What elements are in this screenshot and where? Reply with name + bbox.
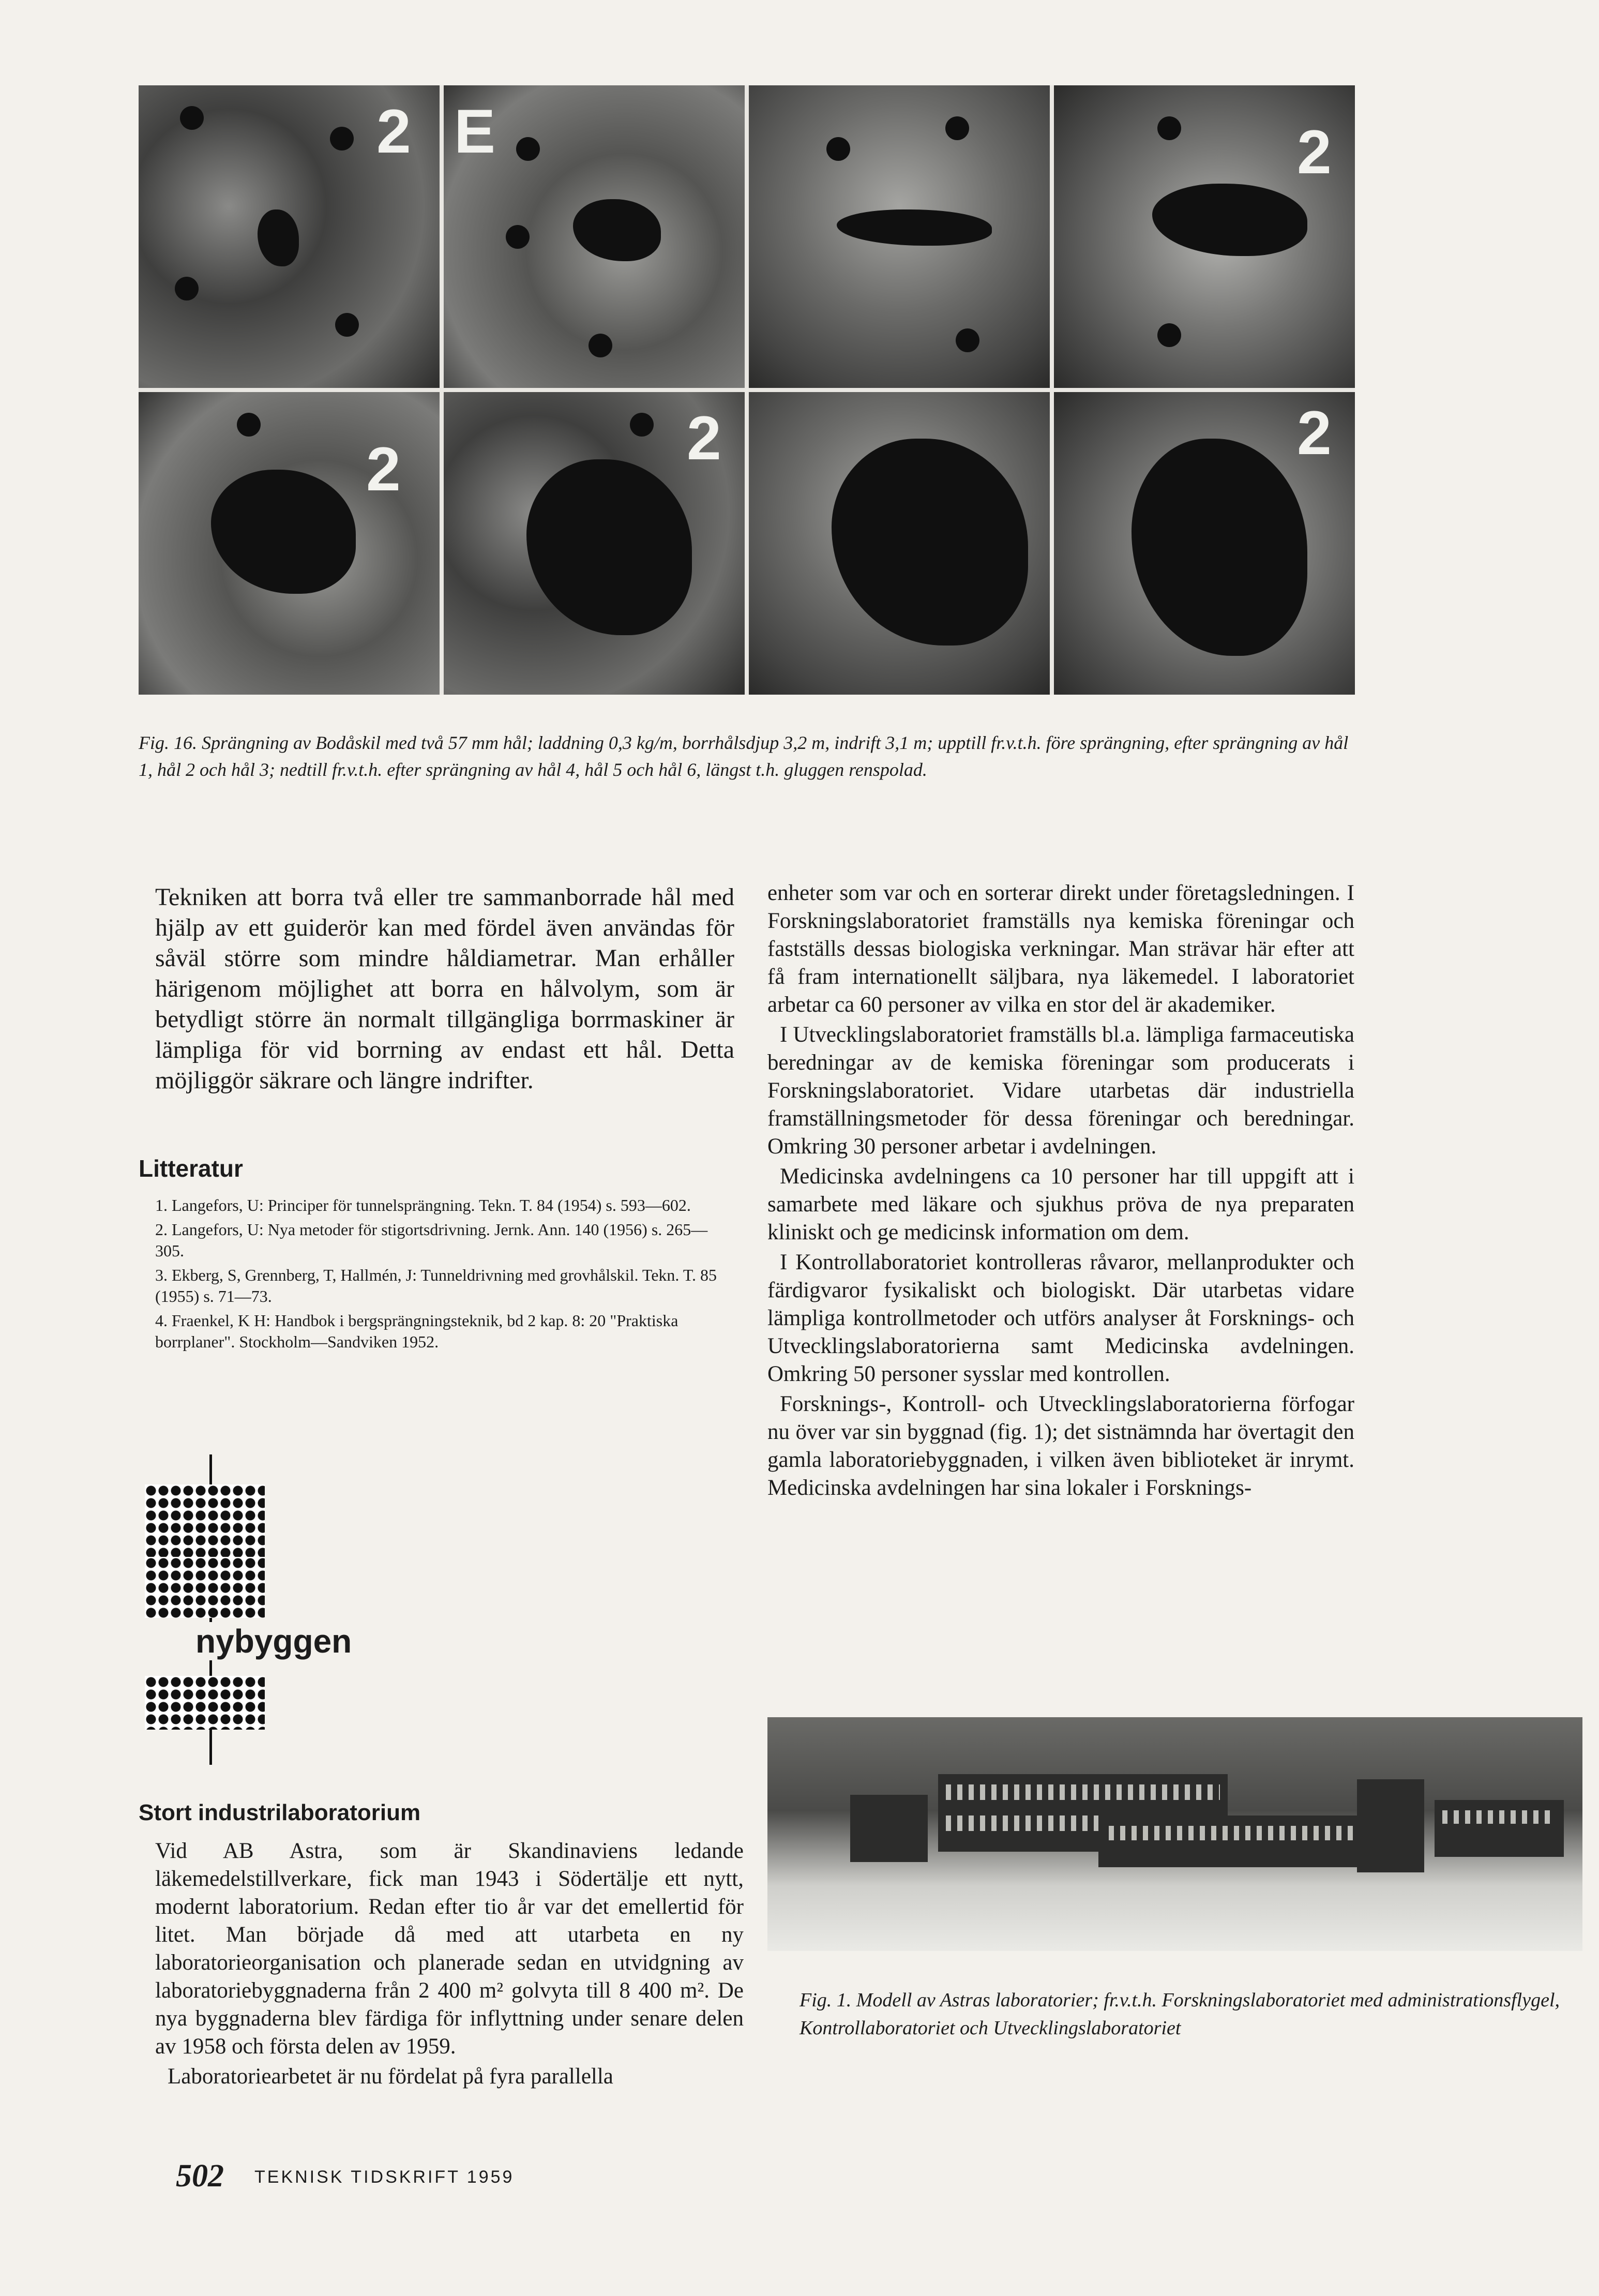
photo-label: 2: [376, 97, 411, 166]
paragraph: Laboratoriearbetet är nu fördelat på fyra parallella: [168, 2064, 613, 2089]
dot-pattern-block: [145, 1484, 265, 1559]
photo-label: 2: [687, 403, 721, 473]
photo-label: 2: [1297, 398, 1332, 468]
paragraph: enheter som var och en sorterar direkt under företagsledningen. I Forskningslaboratoriet framställs nya kemiska föreningar och fastställs dessas biologiska verkningar. Man strävar här efter att få fram internationellt säljbara, nya läkemedel. I laboratoriet arbetar ca 60 personer av vilka en stor del är akademiker.: [767, 881, 1354, 1017]
photo-label: E: [454, 97, 496, 166]
nybyggen-label: nybyggen: [192, 1622, 355, 1660]
journal-title: TEKNISK TIDSKRIFT 1959: [254, 2167, 515, 2187]
reference-list: [155, 1195, 734, 1356]
paragraph: I Kontrollaboratoriet kontrolleras råvaror, mellanprodukter och färdigvaror fysikaliskt och biologiskt. Där utarbetas vidare lämpliga kontrollmetoder och utförs analyser åt Forsknings- och Utvecklingslaboratorierna samt Medicinska avdelningen. Omkring 50 personer sysslar med kontrollen.: [767, 1250, 1354, 1386]
photo-label: 2: [1297, 117, 1332, 187]
fig1-model-photo: [767, 1717, 1582, 1951]
paragraph: Vid AB Astra, som är Skandinaviens ledande läkemedelstillverkare, fick man 1943 i Södertälje ett nytt, modernt laboratorium. Redan efter tio år var det emellertid för litet. Man började då med att utarbeta en ny laboratorieorganisation och planerade sedan en utvidgning av laboratoriebyggnaderna från 2 400 m² golvyta till 8 400 m². De nya byggnaderna blev färdiga för inflyttning under senare delen av 1958 och första delen av 1959.: [155, 1839, 744, 2059]
reference-item: 4. Fraenkel, K H: Handbok i bergsprängningsteknik, bd 2 kap. 8: 20 "Praktiska borrplaner". Stockholm—Sandviken 1952.: [155, 1311, 678, 1351]
reference-item: 1. Langefors, U: Principer för tunnelsprängning. Tekn. T. 84 (1954) s. 593—602.: [155, 1196, 691, 1214]
photo-label: 2: [366, 434, 401, 504]
fig16-caption: Fig. 16. Sprängning av Bodåskil med två 57 mm hål; laddning 0,3 kg/m, borrhålsdjup 3,2 m, indrift 3,1 m; upptill fr.v.t.h. före sprängning, efter sprängning av hål 1, hål 2 och hål 3; nedtill fr.v.t.h. efter sprängning av hål 4, hål 5 och hål 6, längst t.h. gluggen renspolad.: [139, 732, 1349, 780]
photo-after-hole-6: [749, 392, 1050, 695]
photo-after-hole-2: [749, 85, 1050, 388]
paragraph: Medicinska avdelningens ca 10 personer har till uppgift att i samarbete med läkare och sjukhus pröva de nya preparaten kliniskt och ge medicinsk information om dem.: [767, 1164, 1354, 1244]
article-right-column: [767, 879, 1354, 1504]
photo-after-hole-3: [1054, 85, 1355, 388]
intro-paragraph: Tekniken att borra två eller tre sammanborrade hål med hjälp av ett guiderör kan med fördel även användas för såväl större som mindre håldiametrar. Man erhåller härigenom möjlighet att borra en hålvolym, som är betydligt större än normalt tillgängliga borrmaskiner är lämpliga för vid borrning av endast ett hål. Detta möjliggör säkrare och längre indrifter.: [155, 883, 734, 1094]
photo-after-hole-5: [444, 392, 745, 695]
article-heading: Stort industrilaboratorium: [139, 1800, 421, 1825]
page-number: 502: [176, 2158, 224, 2194]
photo-before-blasting: [139, 85, 440, 388]
paragraph: I Utvecklingslaboratoriet framställs bl.a. lämpliga farmaceutiska beredningar av de kemiska föreningar som producerats i Forskningslaboratoriet. Vidare utarbetas där industriella framställningsmetoder för dessa föreningar och beredningar. Omkring 30 personer arbetar i avdelningen.: [767, 1023, 1354, 1159]
fig16-photo-grid: [139, 85, 1355, 695]
fig1-caption: Fig. 1. Modell av Astras laboratorier; fr.v.t.h. Forskningslaboratoriet med administrationsflygel, Kontrollaboratoriet och Utvecklingslaboratoriet: [800, 1989, 1560, 2039]
litteratur-heading: Litteratur: [139, 1155, 243, 1182]
dot-pattern-block: [145, 1557, 265, 1618]
article-left-column: [155, 1837, 744, 2093]
reference-item: 2. Langefors, U: Nya metoder för stigortsdrivning. Jernk. Ann. 140 (1956) s. 265—305.: [155, 1220, 708, 1260]
photo-after-hole-4: [139, 392, 440, 695]
dot-pattern-block: [145, 1676, 265, 1730]
photo-glugg-renspolad: [1054, 392, 1355, 695]
paragraph: Forsknings-, Kontroll- och Utvecklingslaboratorierna förfogar nu över var sin byggnad (fig. 1); det sistnämnda har övertagit den gamla laboratoriebyggnaden, i vilken även biblioteket är inrymt. Medicinska avdelningen har sina lokaler i Forsknings-: [767, 1392, 1354, 1500]
reference-item: 3. Ekberg, S, Grennberg, T, Hallmén, J: Tunneldrivning med grovhålskil. Tekn. T. 85 (1955) s. 71—73.: [155, 1266, 717, 1305]
photo-after-hole-1: [444, 85, 745, 388]
